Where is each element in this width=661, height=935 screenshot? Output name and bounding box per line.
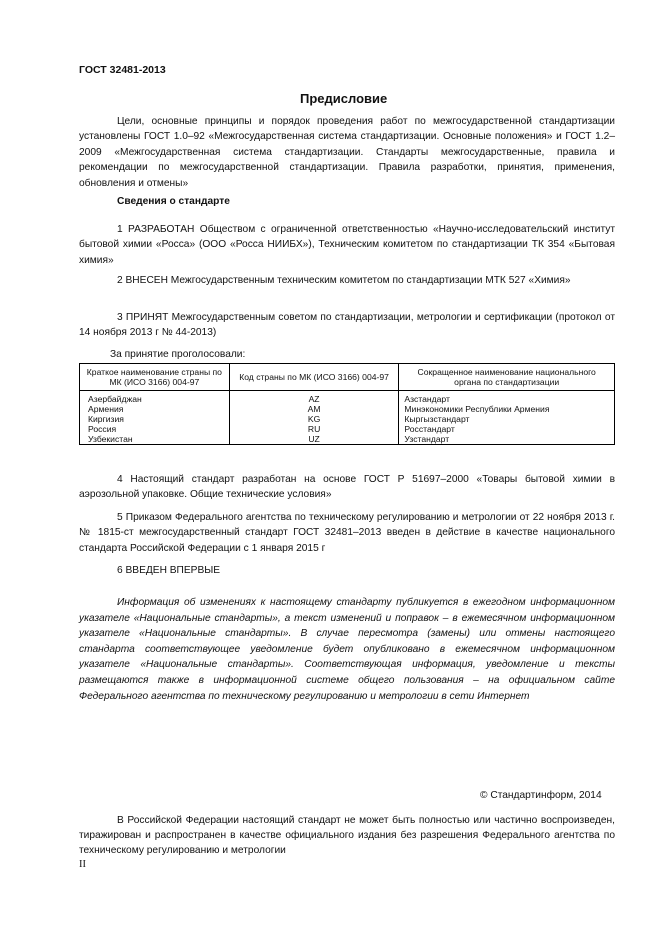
- item-5: 5 Приказом Федерального агентства по техническому регулированию и метрологии от 22 ноября 2013 г. № 1815-ст межгосударственный стандарт ГОСТ 32481–2013 введен в действие в качестве национального стандарта Российской Федерации с 1 января 2015 г: [79, 512, 615, 554]
- table-row: [80, 424, 615, 434]
- intro-paragraph: Цели, основные принципы и порядок проведения работ по межгосударственной стандартизации установлены ГОСТ 1.0–92 «Межгосударственная система стандартизации. Основные положения» и ГОСТ 1.2–2009 «Межгосударственная система стандартизации. Стандарты межгосударственные, правила и рекомендации по межгосударственной стандартизации. Правила разработки, принятия, применения, обновления и отмены»: [79, 116, 615, 189]
- page-number: II: [79, 859, 86, 870]
- footer-paragraph: В Российской Федерации настоящий стандарт не может быть полностью или частично воспроизведен, тиражирован и распространен в качестве официального издания без разрешения Федерального агентства по техническому регулированию и метрологии: [79, 815, 615, 856]
- cell-country: Узбекистан: [80, 434, 230, 445]
- cell-org: Кыргызстандарт: [399, 414, 615, 424]
- cell-country: Россия: [80, 424, 230, 434]
- cell-code: UZ: [229, 434, 399, 445]
- cell-code: AM: [229, 404, 399, 414]
- cell-org: Узстандарт: [399, 434, 615, 445]
- cell-country: Азербайджан: [80, 391, 230, 405]
- header-country: Краткое наименование страны по МК (ИСО 3166) 004-97: [80, 364, 230, 391]
- cell-code: AZ: [229, 391, 399, 405]
- section-subtitle: Сведения о стандарте: [117, 196, 230, 207]
- cell-org: Минэкономики Республики Армения: [399, 404, 615, 414]
- header-code: Код страны по МК (ИСО 3166) 004-97: [229, 364, 399, 391]
- table-row: [80, 391, 615, 405]
- table-row: [80, 434, 615, 445]
- item-6: 6 ВВЕДЕН ВПЕРВЫЕ: [117, 565, 221, 576]
- page-title-text: Предисловие: [300, 91, 388, 106]
- cell-code: RU: [229, 424, 399, 434]
- item-1: 1 РАЗРАБОТАН Обществом с ограниченной ответственностью «Научно-исследовательский институт бытовой химии «Росса» (ООО «Росса НИИБХ»), Техническим комитетом по стандартизации ТК 354 «Бытовая химия»: [79, 224, 615, 266]
- cell-country: Киргизия: [80, 414, 230, 424]
- cell-org: Азстандарт: [399, 391, 615, 405]
- table-header-row: [80, 364, 615, 391]
- table-row: [80, 404, 615, 414]
- cell-org: Росстандарт: [399, 424, 615, 434]
- table-row: [80, 414, 615, 424]
- item-3: 3 ПРИНЯТ Межгосударственным советом по стандартизации, метрологии и сертификации (протокол от 14 ноября 2013 г № 44-2013): [79, 312, 615, 339]
- header-org: Сокращенное наименование национального органа по стандартизации: [399, 364, 615, 391]
- notice-paragraph: Информация об изменениях к настоящему стандарту публикуется в ежегодном информационном указателе «Национальные стандарты», а текст изменений и поправок – в ежемесячном информационном указателе «Национальные стандарты». В случае пересмотра (замены) или отмены настоящего стандарта соответствующее уведомление будет опубликовано в ежемесячном информационном указателе «Национальные стандарты». Соответствующая информация, уведомление и тексты размещаются также в информационной системе общего пользования – на официальном сайте Федерального агентства по техническому регулированию и метрологии в сети Интернет: [79, 597, 615, 702]
- cell-country: Армения: [80, 404, 230, 414]
- item-2: 2 ВНЕСЕН Межгосударственным техническим комитетом по стандартизации МТК 527 «Химия»: [117, 275, 571, 286]
- vote-label: За принятие проголосовали:: [110, 349, 246, 360]
- standard-code: ГОСТ 32481-2013: [79, 64, 166, 76]
- item-4: 4 Настоящий стандарт разработан на основе ГОСТ Р 51697–2000 «Товары бытовой химии в аэрозольной упаковке. Общие технические условия»: [79, 474, 615, 501]
- cell-code: KG: [229, 414, 399, 424]
- copyright: © Стандартинформ, 2014: [480, 790, 602, 801]
- vote-table: [79, 363, 615, 445]
